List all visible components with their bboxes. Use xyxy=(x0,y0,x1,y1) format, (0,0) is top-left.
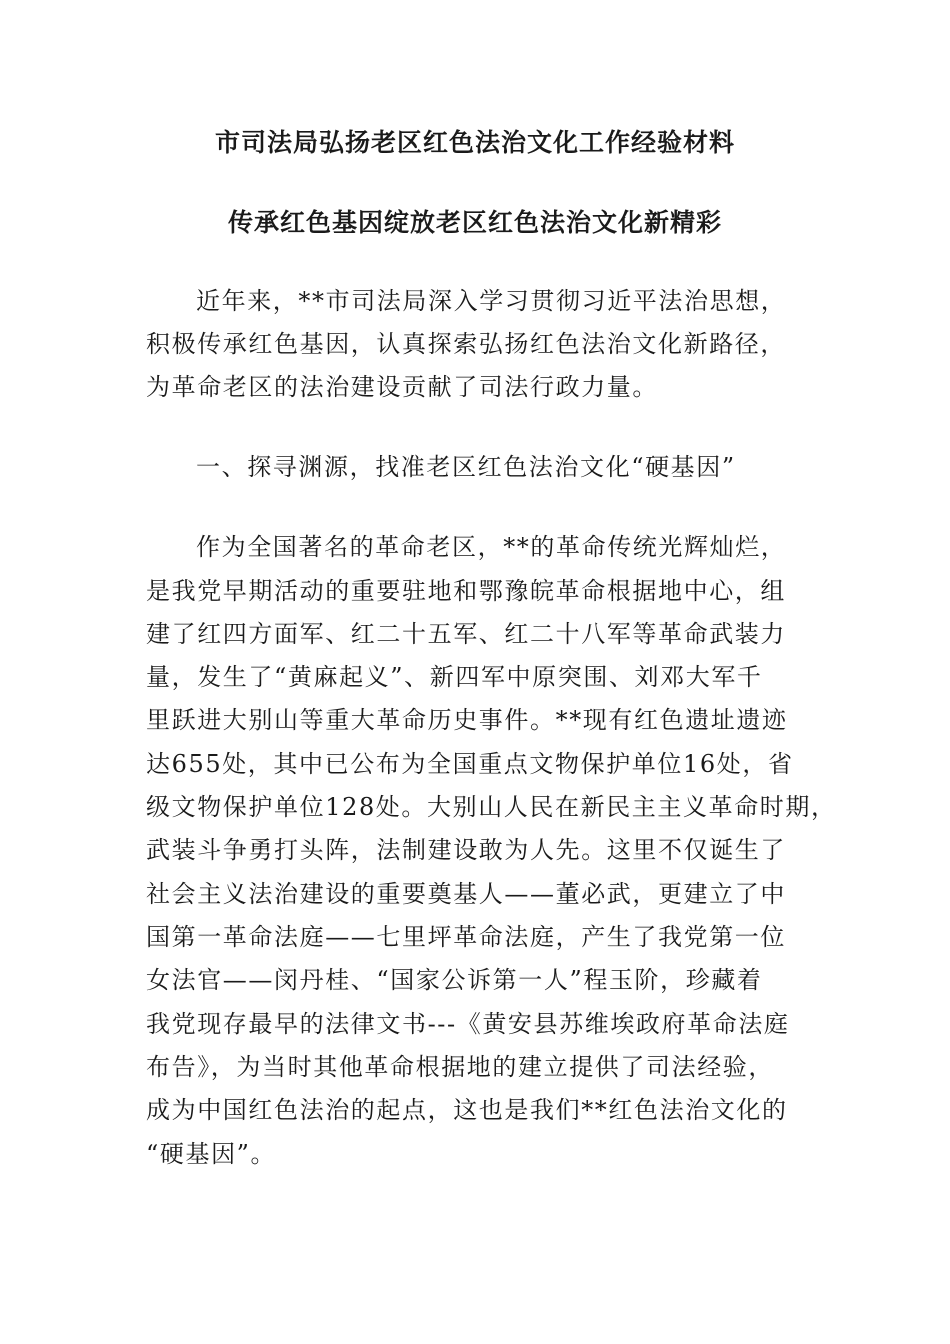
body-line: 我党现存最早的法律文书---《黄安县苏维埃政府革命法庭 xyxy=(146,1010,790,1038)
body-line: 里跃进大别山等重大革命历史事件。**现有红色遗址遗迹 xyxy=(146,706,788,734)
document-title: 市司法局弘扬老区红色法治文化工作经验材料 xyxy=(214,128,735,157)
body-line: 国第一革命法庭——七里坪革命法庭，产生了我党第一位 xyxy=(146,923,786,951)
body-line: 布告》，为当时其他革命根据地的建立提供了司法经验， xyxy=(146,1053,774,1081)
section-heading: 一、探寻渊源，找准老区红色法治文化“硬基因” xyxy=(196,453,736,481)
intro-line: 积极传承红色基因，认真探索弘扬红色法治文化新路径， xyxy=(146,330,786,358)
intro-line: 为革命老区的法治建设贡献了司法行政力量。 xyxy=(146,373,658,401)
body-line: 女法官——闵丹桂、“国家公诉第一人”程玉阶，珍藏着 xyxy=(146,966,763,994)
body-line: “硬基因”。 xyxy=(146,1140,277,1168)
body-line: 是我党早期活动的重要驻地和鄂豫皖革命根据地中心，组 xyxy=(146,577,786,605)
body-line: 级文物保护单位128处。大别山人民在新民主主义革命时期， xyxy=(146,793,837,821)
body-line: 社会主义法治建设的重要奠基人——董必武，更建立了中 xyxy=(146,880,786,908)
body-line: 达655处，其中已公布为全国重点文物保护单位16处，省 xyxy=(146,750,794,778)
body-line: 量，发生了“黄麻起义”、新四军中原突围、刘邓大军千 xyxy=(146,663,763,691)
body-line: 成为中国红色法治的起点，这也是我们**红色法治文化的 xyxy=(146,1096,788,1124)
intro-line: 近年来，**市司法局深入学习贯彻习近平法治思想， xyxy=(196,287,787,315)
body-line: 建了红四方面军、红二十五军、红二十八军等革命武装力 xyxy=(146,620,786,648)
document-subtitle: 传承红色基因绽放老区红色法治文化新精彩 xyxy=(227,208,722,237)
body-line: 作为全国著名的革命老区，**的革命传统光辉灿烂， xyxy=(196,533,787,561)
body-line: 武装斗争勇打头阵，法制建设敢为人先。这里不仅诞生了 xyxy=(146,836,786,864)
